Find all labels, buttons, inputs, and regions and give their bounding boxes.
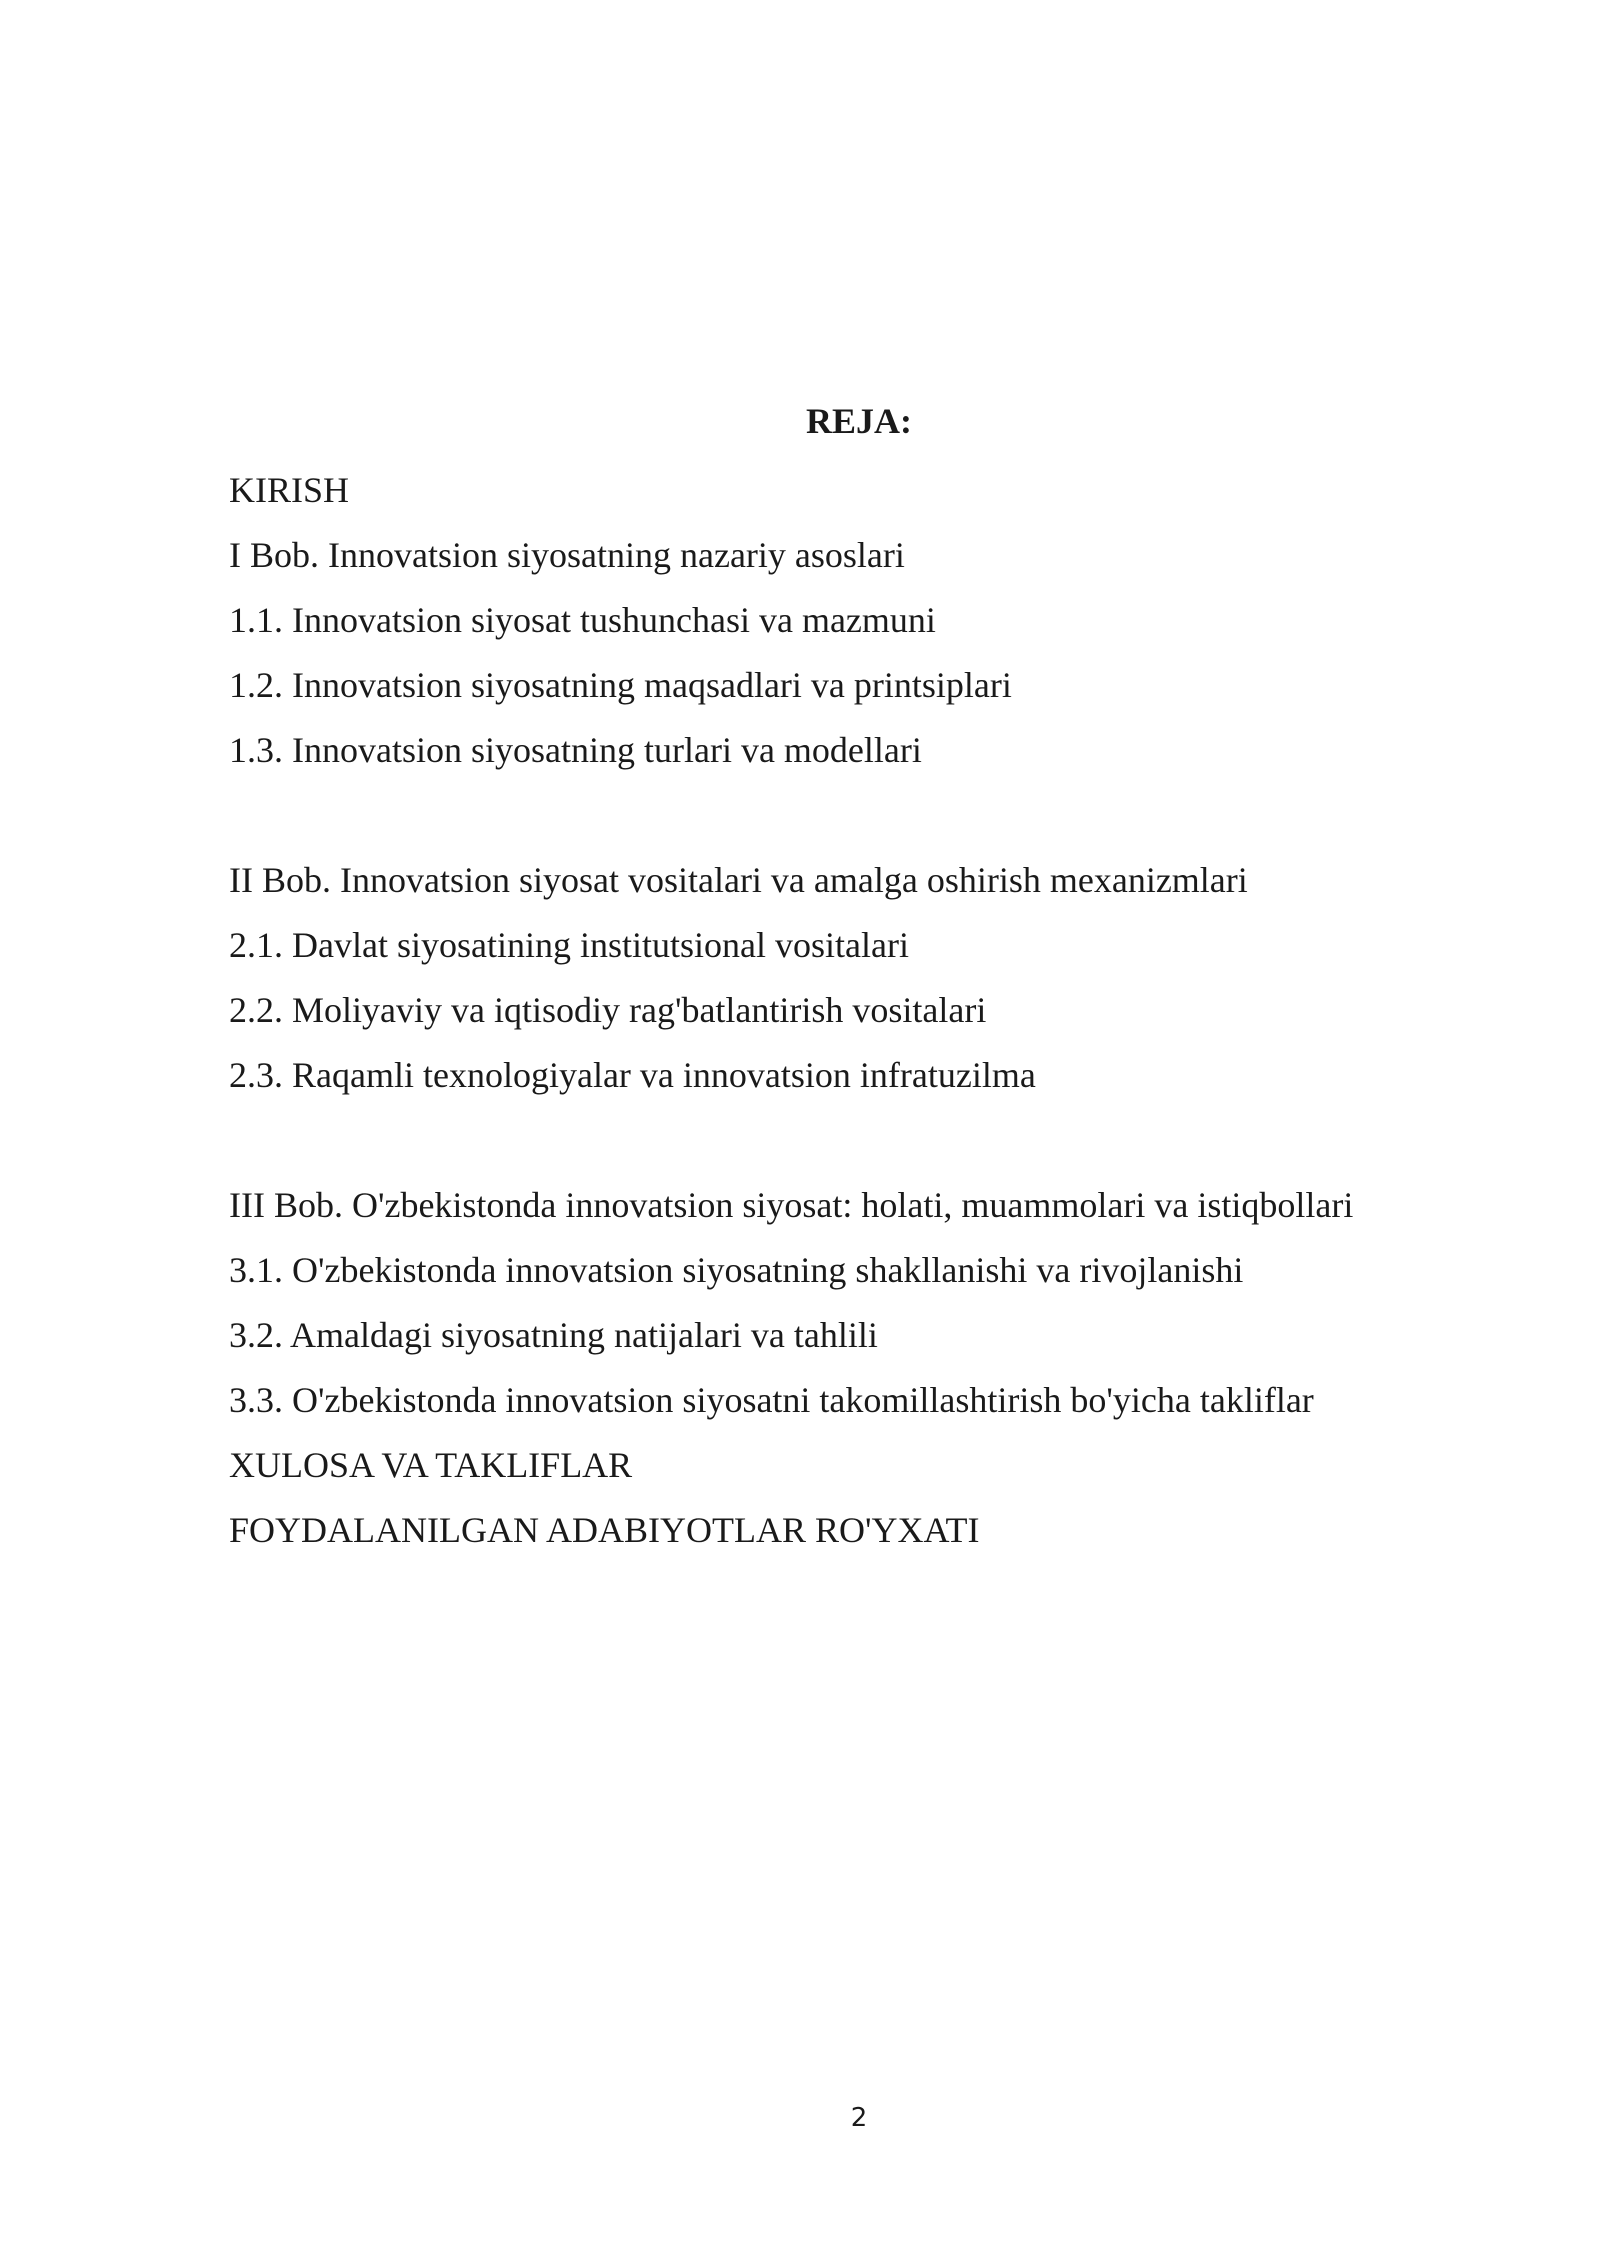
- page-title: REJA:: [806, 401, 912, 441]
- toc-entry-conclusion: XULOSA VA TAKLIFLAR: [229, 1445, 633, 1485]
- toc-entry-introduction: KIRISH: [229, 470, 350, 510]
- toc-section-2-3: 2.3. Raqamli texnologiyalar va innovatsion infratuzilma: [229, 1055, 1036, 1095]
- toc-section-3-2: 3.2. Amaldagi siyosatning natijalari va tahlili: [229, 1315, 878, 1355]
- table-of-contents: [229, 458, 1529, 1563]
- page-number: 2: [850, 2103, 868, 2133]
- toc-entry-references: FOYDALANILGAN ADABIYOTLAR RO'YXATI: [229, 1510, 980, 1550]
- toc-chapter-3: III Bob. O'zbekistonda innovatsion siyosat: holati, muammolari va istiqbollari: [229, 1185, 1354, 1225]
- toc-section-2-2: 2.2. Moliyaviy va iqtisodiy rag'batlantirish vositalari: [229, 990, 987, 1030]
- toc-section-3-3: 3.3. O'zbekistonda innovatsion siyosatni takomillashtirish bo'yicha takliflar: [229, 1380, 1314, 1420]
- toc-section-1-1: 1.1. Innovatsion siyosat tushunchasi va mazmuni: [229, 600, 936, 640]
- toc-section-3-1: 3.1. O'zbekistonda innovatsion siyosatning shakllanishi va rivojlanishi: [229, 1250, 1244, 1290]
- toc-chapter-2: II Bob. Innovatsion siyosat vositalari va amalga oshirish mexanizmlari: [229, 860, 1248, 900]
- toc-chapter-1: I Bob. Innovatsion siyosatning nazariy asoslari: [229, 535, 905, 575]
- toc-section-1-2: 1.2. Innovatsion siyosatning maqsadlari va printsiplari: [229, 665, 1012, 705]
- toc-section-1-3: 1.3. Innovatsion siyosatning turlari va modellari: [229, 730, 922, 770]
- toc-section-2-1: 2.1. Davlat siyosatining institutsional vositalari: [229, 925, 909, 965]
